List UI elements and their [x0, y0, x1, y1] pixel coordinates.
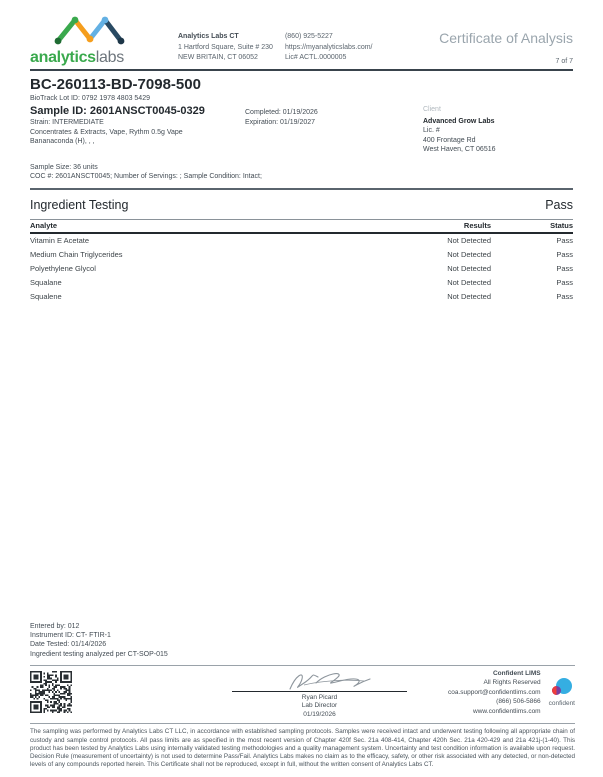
sample-size: Sample Size: 36 units [30, 163, 98, 171]
ingredient-table-body [30, 234, 573, 304]
header-right [439, 30, 573, 65]
table-row [30, 248, 573, 262]
lab-name: Analytics Labs CT [178, 33, 239, 40]
bottom-section [30, 622, 575, 770]
table-row [30, 262, 573, 276]
status-cell: Pass [556, 278, 573, 287]
signature-date: 01/19/2026 [303, 710, 336, 718]
lab-license: Lic# ACTL.0000005 [284, 54, 347, 61]
brand-wordmark [30, 49, 178, 67]
results-cell: Not Detected [447, 278, 491, 287]
footer-disclaimer: The sampling was performed by Analytics Labs CT LLC, in accordance with established sampling protocols. Samples were received intact and underwent testing following all appropriate chain of custody and sample control protocols. All pass limits are as specified in the most recent version of Chapter 420f Sec. 21a 408-414, Chapter 420h Sec. 21a 420-429 and 21a 421j-(1-40). This product has been tested by Analytics Labs using internally validated testing methodologies and a quality management system. Uncertainty and test condition information is available upon request. Decision Rule (measurement of uncertainty) is not used to determine Pass/Fail. Analytics Labs makes no claim as to the efficacy, safety, or other risk associated with any detected, or non-detected levels of any compounds reported herein. This Certificate shall not be reproduced, except in full, without the written consent of Analytics Labs CT. [30, 728, 575, 769]
entered-by: Entered by: 012 [30, 623, 80, 630]
strain: Strain: INTERMEDIATE [30, 119, 104, 127]
section-title: Ingredient Testing [30, 197, 129, 212]
lab-phone-column [285, 32, 373, 64]
lims-rights: All Rights Reserved [483, 679, 541, 687]
lims-block [448, 669, 575, 716]
header [30, 12, 573, 67]
analyte-cell: Squalene [30, 292, 62, 301]
completed-date: Completed: 01/19/2026 [245, 109, 318, 117]
client-address-line1: 400 Frontage Rd [423, 136, 476, 144]
zigzag-logo-icon [48, 12, 136, 48]
signer-title: Lab Director [301, 702, 338, 710]
table-row [30, 234, 573, 248]
document-title: Certificate of Analysis [439, 30, 573, 46]
lab-logo [30, 12, 178, 67]
brand-secondary: labs [95, 49, 124, 66]
column-header-results: Results [463, 220, 491, 230]
analyte-cell: Squalane [30, 278, 62, 287]
page-indicator: 7 of 7 [555, 58, 573, 65]
results-cell: Not Detected [447, 292, 491, 301]
table-row [30, 290, 573, 304]
batch-code: BC-260113-BD-7098-500 [30, 76, 201, 93]
instrument-id: Instrument ID: CT- FTIR-1 [30, 632, 111, 640]
lims-info [448, 669, 541, 716]
client-label: Client [423, 106, 441, 114]
analyte-cell: Polyethylene Glycol [30, 264, 96, 273]
client-name: Advanced Grow Labs [423, 117, 495, 125]
lab-address-line1: 1 Hartford Square, Suite # 230 [178, 43, 273, 51]
signer-name: Ryan Picard [301, 693, 338, 701]
date-tested: Date Tested: 01/14/2026 [30, 641, 107, 649]
dates-column [245, 105, 375, 154]
signature-block [232, 669, 407, 719]
column-header-status: Status [550, 220, 573, 230]
signoff-row [30, 666, 575, 723]
matrix-line1: Concentrates & Extracts, Vape, Rythm 0.5g Vape [30, 128, 183, 136]
sample-column [30, 105, 245, 154]
ingredient-table-header [30, 219, 573, 234]
analyte-cell: Medium Chain Triglycerides [30, 250, 123, 259]
confident-logo [549, 677, 575, 707]
client-address-line2: West Haven, CT 06516 [423, 146, 496, 154]
analyte-cell: Vitamin E Acetate [30, 236, 90, 245]
ingredient-testing-header [30, 198, 573, 212]
signature-line [232, 691, 407, 692]
table-row [30, 276, 573, 290]
status-cell: Pass [556, 250, 573, 259]
lab-website: https://myanalyticslabs.com/ [284, 43, 373, 51]
lims-phone: (866) 506-5866 [496, 698, 541, 706]
lab-address-line2: NEW BRITAIN, CT 06052 [178, 54, 258, 61]
results-cell: Not Detected [447, 250, 491, 259]
analysis-details [30, 622, 575, 659]
section-overall-status: Pass [545, 197, 573, 212]
lab-contact-info [178, 32, 372, 64]
lims-email: coa.support@confidentlims.com [448, 688, 541, 696]
lims-name: Confident LIMS [492, 669, 541, 677]
header-divider [30, 69, 573, 71]
method-note: Ingredient testing analyzed per CT-SOP-015 [30, 650, 168, 658]
ingredient-table [30, 219, 573, 304]
qr-code [30, 671, 72, 713]
footer-divider [30, 723, 575, 724]
lab-address-column [178, 32, 273, 64]
lab-phone: (860) 925-5227 [284, 33, 333, 40]
confident-brand-text: confident [548, 700, 575, 708]
sample-info-grid [30, 105, 573, 154]
coc-line: COC #: 2601ANSCT0045; Number of Servings: ; Sample Condition: Intact; [30, 173, 262, 181]
column-header-analyte: Analyte [30, 220, 58, 230]
results-cell: Not Detected [447, 264, 491, 273]
status-cell: Pass [556, 264, 573, 273]
status-cell: Pass [556, 236, 573, 245]
lims-website: www.confidentlims.com [473, 707, 541, 715]
confident-logo-icon [550, 677, 574, 699]
client-license: Lic. # [423, 127, 440, 135]
sample-divider [30, 188, 573, 190]
status-cell: Pass [556, 292, 573, 301]
results-cell: Not Detected [447, 236, 491, 245]
matrix-line2: Bananaconda (H), , , [30, 138, 95, 146]
brand-primary: analytics [30, 49, 96, 66]
client-column [423, 105, 573, 154]
sample-id: Sample ID: 2601ANSCT0045-0329 [30, 105, 205, 118]
expiration-date: Expiration: 01/19/2027 [245, 118, 316, 126]
biotrack-lot-id: BioTrack Lot ID: 0792 1978 4803 5429 [30, 95, 150, 102]
